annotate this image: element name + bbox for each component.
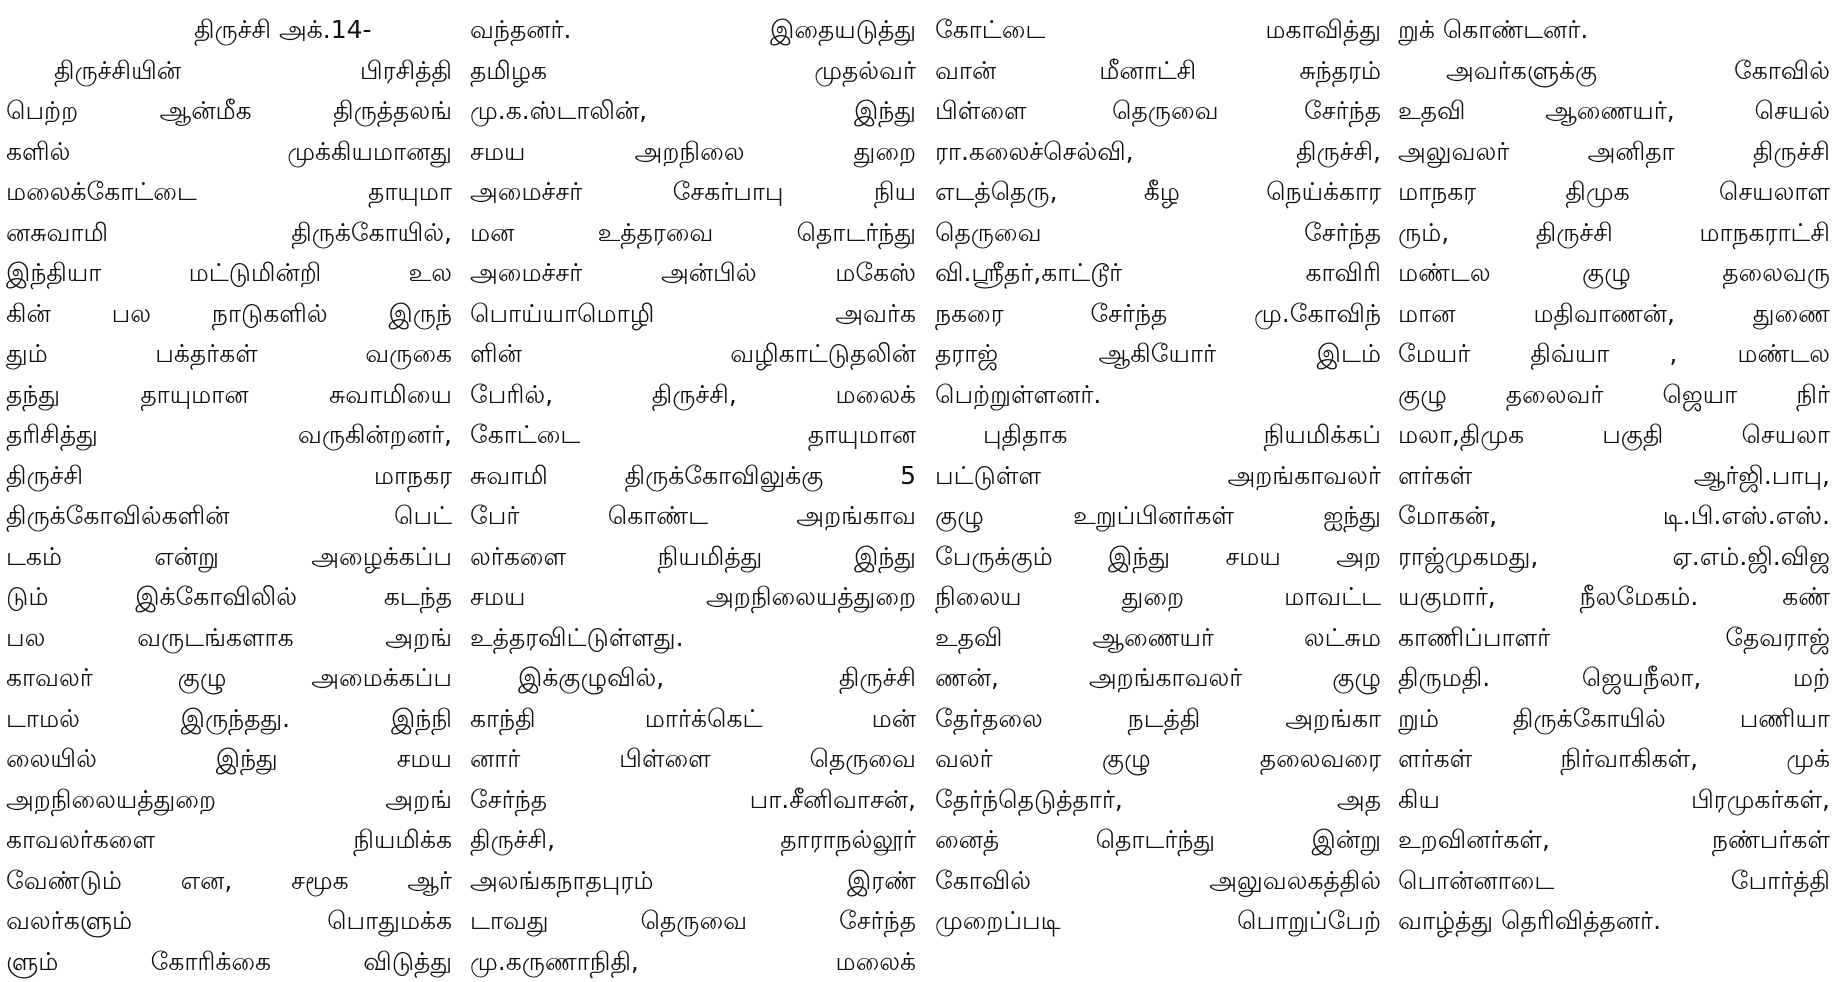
text-line: மு.க.ஸ்டாலின், இந்து	[470, 91, 916, 132]
text-line: குழு தலைவர் ஜெயா நிர்	[1398, 375, 1830, 416]
text-line: அலங்கநாதபுரம் இரண்	[470, 861, 916, 902]
text-line: பொய்யாமொழி அவர்க	[470, 294, 916, 335]
text-line: திருக்கோவில்களின் பெட்	[6, 496, 452, 537]
text-line: மண்டல குழு தலைவரு	[1398, 253, 1830, 294]
text-line: தந்து தாயுமான சுவாமியை	[6, 375, 452, 416]
text-line: வலர் குழு தலைவரை	[935, 739, 1381, 780]
text-line: சமய அறநிலை துறை	[470, 132, 916, 173]
text-line: பல வருடங்களாக அறங்	[6, 618, 452, 659]
text-line: தும் பக்தர்கள் வருகை	[6, 334, 452, 375]
text-line: சமய அறநிலையத்துறை	[470, 577, 916, 618]
text-line: பிள்ளை தெருவை சேர்ந்த	[935, 91, 1381, 132]
text-line: எடத்தெரு, கீழ நெய்க்கார	[935, 172, 1381, 213]
text-line: பேரில், திருச்சி, மலைக்	[470, 375, 916, 416]
text-line: முறைப்படி பொறுப்பேற்	[935, 901, 1381, 942]
text-line: னைத் தொடர்ந்து இன்று	[935, 820, 1381, 861]
text-line: பெற்றுள்ளனர்.	[935, 375, 1381, 416]
text-line: அமைச்சர் சேகர்பாபு நிய	[470, 172, 916, 213]
text-line: உதவி ஆணையர், செயல்	[1398, 91, 1830, 132]
text-line: குழு உறுப்பினர்கள் ஐந்து	[935, 496, 1381, 537]
text-line: அறநிலையத்துறை அறங்	[6, 780, 452, 821]
text-line: உறவினர்கள், நண்பர்கள்	[1398, 820, 1830, 861]
text-line: பேர் கொண்ட அறங்காவ	[470, 496, 916, 537]
dateline: திருச்சி அக்.14-	[6, 10, 452, 51]
text-line: காவலர் குழு அமைக்கப்ப	[6, 658, 452, 699]
text-line: புதிதாக நியமிக்கப்	[935, 415, 1381, 456]
text-line: திருமதி. ஜெயநீலா, மற்	[1398, 658, 1830, 699]
text-line: ரா.கலைச்செல்வி, திருச்சி,	[935, 132, 1381, 173]
text-line: கின் பல நாடுகளில் இருந்	[6, 294, 452, 335]
text-line: ராஜ்முகமது, ஏ.எம்.ஜி.விஜ	[1398, 537, 1830, 578]
text-line: வாழ்த்து தெரிவித்தனர்.	[1398, 901, 1830, 942]
text-line: தமிழக முதல்வர்	[470, 51, 916, 92]
text-line: மன உத்தரவை தொடர்ந்து	[470, 213, 916, 254]
text-line: மாநகர திமுக செயலாள	[1398, 172, 1830, 213]
text-line: யகுமார், நீலமேகம். கண்	[1398, 577, 1830, 618]
text-line: றுக் கொண்டனர்.	[1398, 10, 1830, 51]
text-line: டும் இக்கோவிலில் கடந்த	[6, 577, 452, 618]
text-line: களில் முக்கியமானது	[6, 132, 452, 173]
text-line: திருச்சி மாநகர	[6, 456, 452, 497]
text-line: அமைச்சர் அன்பில் மகேஸ்	[470, 253, 916, 294]
text-line: மான மதிவாணன், துணை	[1398, 294, 1830, 335]
text-line: காந்தி மார்க்கெட் மன்	[470, 699, 916, 740]
text-line: ணன், அறங்காவலர் குழு	[935, 658, 1381, 699]
text-line: அலுவலர் அனிதா திருச்சி	[1398, 132, 1830, 173]
text-line: பேருக்கும் இந்து சமய அற	[935, 537, 1381, 578]
text-line: மலா,திமுக பகுதி செயலா	[1398, 415, 1830, 456]
article-column-3	[935, 10, 1381, 970]
text-line: தேர்ந்தெடுத்தார், அத	[935, 780, 1381, 821]
text-line: காணிப்பாளர் தேவராஜ்	[1398, 618, 1830, 659]
text-line: டாமல் இருந்தது. இந்நி	[6, 699, 452, 740]
text-line: வி.ஸ்ரீதர்,காட்டூர் காவிரி	[935, 253, 1381, 294]
text-line: ரும், திருச்சி மாநகராட்சி	[1398, 213, 1830, 254]
article-column-1	[6, 10, 452, 970]
text-line: லையில் இந்து சமய	[6, 739, 452, 780]
text-line: இந்தியா மட்டுமின்றி உல	[6, 253, 452, 294]
text-line: வந்தனர். இதையடுத்து	[470, 10, 916, 51]
text-line: கோவில் அலுவலகத்தில்	[935, 861, 1381, 902]
text-line: கிய பிரமுகர்கள்,	[1398, 780, 1830, 821]
text-line: பொன்னாடை போர்த்தி	[1398, 861, 1830, 902]
text-line: காவலர்களை நியமிக்க	[6, 820, 452, 861]
text-line: பெற்ற ஆன்மீக திருத்தலங்	[6, 91, 452, 132]
text-line: பட்டுள்ள அறங்காவலர்	[935, 456, 1381, 497]
text-line: ளர்கள் நிர்வாகிகள், முக்	[1398, 739, 1830, 780]
text-line: திருச்சி, தாராநல்லூர்	[470, 820, 916, 861]
text-line: வேண்டும் என, சமூக ஆர்	[6, 861, 452, 902]
text-line: வலர்களும் பொதுமக்க	[6, 901, 452, 942]
text-line: ளும் கோரிக்கை விடுத்து	[6, 942, 452, 982]
text-line: உதவி ஆணையர் லட்சும	[935, 618, 1381, 659]
text-line: லர்களை நியமித்து இந்து	[470, 537, 916, 578]
article-column-2	[470, 10, 916, 970]
text-line: வான் மீனாட்சி சுந்தரம்	[935, 51, 1381, 92]
text-line: தரிசித்து வருகின்றனர்,	[6, 415, 452, 456]
text-line: னசுவாமி திருக்கோயில்,	[6, 213, 452, 254]
text-line: சுவாமி திருக்கோவிலுக்கு 5	[470, 456, 916, 497]
text-line: இக்குழுவில், திருச்சி	[470, 658, 916, 699]
text-line: சேர்ந்த பா.சீனிவாசன்,	[470, 780, 916, 821]
text-line: கோட்டை மகாவித்து	[935, 10, 1381, 51]
text-line: கோட்டை தாயுமான	[470, 415, 916, 456]
text-line: தராஜ் ஆகியோர் இடம்	[935, 334, 1381, 375]
text-line: மேயர் திவ்யா , மண்டல	[1398, 334, 1830, 375]
text-line: தேர்தலை நடத்தி அறங்கா	[935, 699, 1381, 740]
text-line: டாவது தெருவை சேர்ந்த	[470, 901, 916, 942]
text-line: மலைக்கோட்டை தாயுமா	[6, 172, 452, 213]
text-line: நிலைய துறை மாவட்ட	[935, 577, 1381, 618]
text-line: திருச்சியின் பிரசித்தி	[6, 51, 452, 92]
text-line: னார் பிள்ளை தெருவை	[470, 739, 916, 780]
text-line: தெருவை சேர்ந்த	[935, 213, 1381, 254]
text-line: ளர்கள் ஆர்ஜி.பாபு,	[1398, 456, 1830, 497]
text-line: றும் திருக்கோயில் பணியா	[1398, 699, 1830, 740]
text-line: நகரை சேர்ந்த மு.கோவிந்	[935, 294, 1381, 335]
text-line: அவர்களுக்கு கோவில்	[1398, 51, 1830, 92]
text-line: டகம் என்று அழைக்கப்ப	[6, 537, 452, 578]
text-line: ளின் வழிகாட்டுதலின்	[470, 334, 916, 375]
text-line: மோகன், டி.பி.எஸ்.எஸ்.	[1398, 496, 1830, 537]
text-line: மு.கருணாநிதி, மலைக்	[470, 942, 916, 982]
article-column-4	[1398, 10, 1830, 970]
text-line: உத்தரவிட்டுள்ளது.	[470, 618, 916, 659]
